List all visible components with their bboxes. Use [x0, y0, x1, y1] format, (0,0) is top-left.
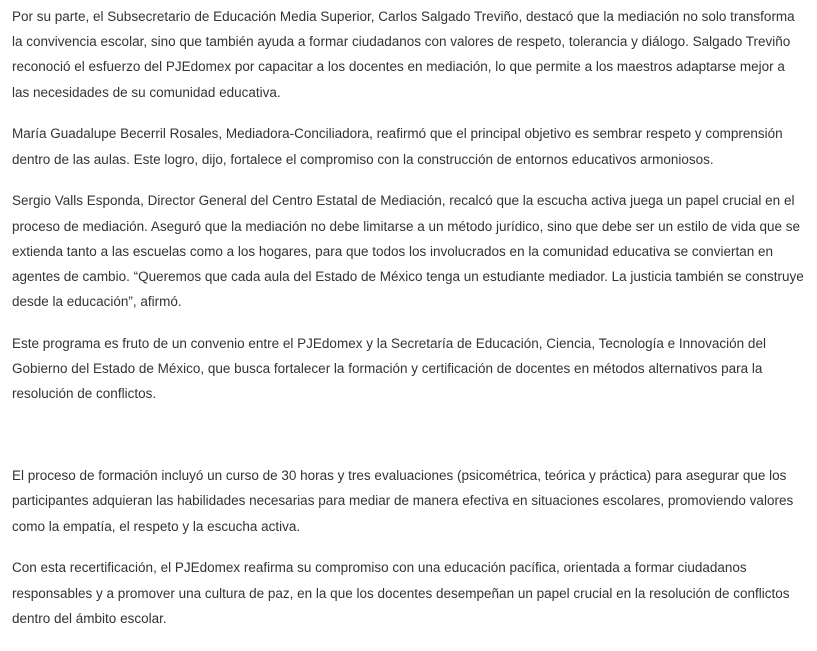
paragraph-subsecretario: Por su parte, el Subsecretario de Educación Media Superior, Carlos Salgado Treviño, destacó que la mediación no solo transforma la convivencia escolar, sino que también ayuda a formar ciudadanos con valores de respeto, tolerancia y diálogo. Salgado Treviño reconoció el esfuerzo del PJEdomex por capacitar a los docentes en mediación, lo que permite a los maestros adaptarse mejor a las necesidades de su comunidad educativa.	[12, 9, 795, 100]
paragraph-proceso-formacion: El proceso de formación incluyó un curso de 30 horas y tres evaluaciones (psicométrica, teórica y práctica) para asegurar que los participantes adquieran las habilidades necesarias para mediar de manera efectiva en situaciones escolares, promoviendo valores como la empatía, el respeto y la escucha activa.	[12, 468, 794, 534]
paragraph-mediadora: María Guadalupe Becerril Rosales, Mediadora-Conciliadora, reafirmó que el principal objetivo es sembrar respeto y comprensión dentro de las aulas. Este logro, dijo, fortalece el compromiso con la construcción de entornos educativos armoniosos.	[12, 126, 783, 167]
paragraph-spacer	[12, 423, 805, 463]
paragraph-convenio: Este programa es fruto de un convenio entre el PJEdomex y la Secretaría de Educación, Ciencia, Tecnología e Innovación del Gobierno del Estado de México, que busca fortalecer la formación y certificación de docentes en métodos alternativos para la resolución de conflictos.	[12, 336, 766, 402]
paragraph-recertificacion: Con esta recertificación, el PJEdomex reafirma su compromiso con una educación pacífica, orientada a formar ciudadanos responsables y a promover una cultura de paz, en la que los docentes desempeñan un papel crucial en la resolución de conflictos dentro del ámbito escolar.	[12, 560, 790, 626]
paragraph-director-general: Sergio Valls Esponda, Director General del Centro Estatal de Mediación, recalcó que la escucha activa juega un papel crucial en el proceso de mediación. Aseguró que la mediación no debe limitarse a un método jurídico, sino que debe ser un estilo de vida que se extienda tanto a las escuelas como a los hogares, para que todos los involucrados en la comunidad educativa se conviertan en agentes de cambio. “Queremos que cada aula del Estado de México tenga un estudiante mediador. La justicia también se construye desde la educación”, afirmó.	[12, 193, 804, 310]
